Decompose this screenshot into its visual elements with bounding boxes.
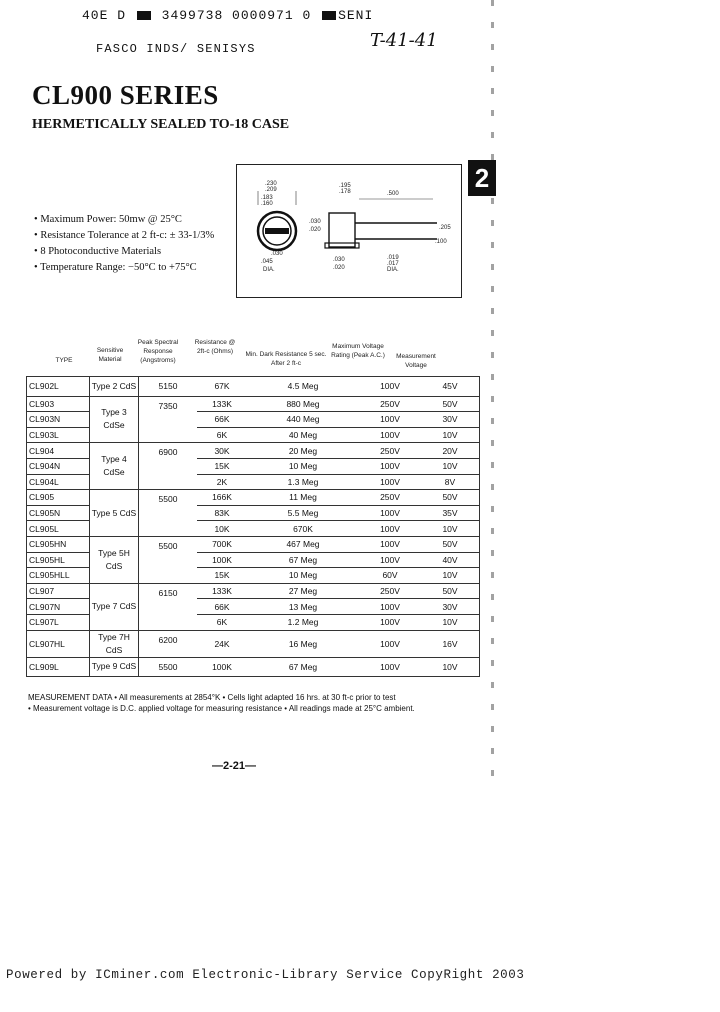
cell-rs: 6K	[197, 427, 247, 443]
measurement-notes	[28, 692, 415, 714]
cell-rs: 166K	[197, 490, 247, 506]
dim-d2: .178	[339, 189, 351, 195]
cell-md: 467 Meg	[247, 536, 359, 552]
cell-mvv: 50V	[421, 490, 480, 506]
cell-mv: 250V	[359, 443, 421, 459]
cell-md: 880 Meg	[247, 396, 359, 412]
cell-mv: 100V	[359, 377, 421, 397]
cell-mvv: 45V	[421, 377, 480, 397]
col-head-measv: Measurement Voltage	[396, 353, 436, 369]
dim-f: .100	[435, 239, 447, 245]
cell-rs: 30K	[197, 443, 247, 459]
cell-mvv: 30V	[421, 599, 480, 615]
cell-mvv: 16V	[421, 630, 480, 657]
cell-mvv: 10V	[421, 521, 480, 537]
cell-ty: CL903L	[27, 427, 90, 443]
footer-credit: Powered by ICminer.com Electronic-Library Service CopyRight 2003	[6, 968, 525, 982]
dim-b1: .183	[261, 195, 273, 201]
dim-g3: DIA.	[387, 267, 399, 273]
cell-rs: 10K	[197, 521, 247, 537]
table-row	[27, 443, 480, 459]
cell-mvv: 10V	[421, 614, 480, 630]
cell-mvv: 10V	[421, 458, 480, 474]
cell-md: 10 Meg	[247, 458, 359, 474]
cell-pk: 6900	[139, 443, 198, 490]
cell-md: 67 Meg	[247, 552, 359, 568]
cell-rs: 66K	[197, 599, 247, 615]
cell-ty: CL905HLL	[27, 568, 90, 584]
cell-ty: CL904L	[27, 474, 90, 490]
cell-mvv: 50V	[421, 536, 480, 552]
cell-ty: CL907HL	[27, 630, 90, 657]
section-tab: 2	[468, 160, 496, 196]
cell-mv: 100V	[359, 521, 421, 537]
cell-rs: 83K	[197, 505, 247, 521]
cell-ty: CL904	[27, 443, 90, 459]
col-head-peak: Peak Spectral Response (Angstroms)	[137, 339, 179, 364]
header-block-mark-2	[322, 11, 336, 20]
specs-table	[26, 376, 480, 677]
cell-mvv: 30V	[421, 412, 480, 428]
cell-mvv: 20V	[421, 443, 480, 459]
dim-e: .205	[439, 225, 451, 231]
cell-ty: CL907L	[27, 614, 90, 630]
table-row	[27, 490, 480, 506]
cell-rs: 133K	[197, 583, 247, 599]
cell-md: 4.5 Meg	[247, 377, 359, 397]
cell-ty: CL905HL	[27, 552, 90, 568]
dim-i1: .030	[271, 251, 283, 257]
table-row	[27, 377, 480, 397]
cell-mv: 250V	[359, 583, 421, 599]
cell-rs: 2K	[197, 474, 247, 490]
cell-ty: CL907N	[27, 599, 90, 615]
cell-mv: 100V	[359, 614, 421, 630]
cell-mv: 100V	[359, 552, 421, 568]
dim-b2: .160	[261, 201, 273, 207]
dim-i2: .045	[261, 259, 273, 265]
dim-a2: .209	[265, 187, 277, 193]
header-code-a: 40E D	[82, 8, 127, 23]
col-head-dark: Min. Dark Resistance 5 sec. After 2 ft-c	[245, 351, 327, 367]
header-code-b: 3499738 0000971 0	[161, 8, 312, 23]
table-row	[27, 396, 480, 412]
cell-ty: CL907	[27, 583, 90, 599]
cell-mv: 100V	[359, 599, 421, 615]
cell-mvv: 50V	[421, 583, 480, 599]
cell-ty: CL903	[27, 396, 90, 412]
cell-mv: 100V	[359, 505, 421, 521]
header-company: FASCO INDS/ SENISYS	[96, 42, 256, 56]
diagram-svg	[237, 165, 461, 297]
cell-pk: 7350	[139, 396, 198, 443]
cell-pk: 5500	[139, 536, 198, 583]
table-row	[27, 657, 480, 677]
scan-edge-marks	[491, 0, 494, 780]
cell-ty: CL904N	[27, 458, 90, 474]
spec-list	[34, 212, 214, 276]
spec-item: • 8 Photoconductive Materials	[34, 244, 214, 260]
cell-pk: 5500	[139, 490, 198, 537]
cell-pk: 5500	[139, 657, 198, 677]
case-side-body	[329, 213, 355, 247]
table-row	[27, 583, 480, 599]
header-code-line	[82, 8, 373, 23]
note-line: • Measurement voltage is D.C. applied voltage for measuring resistance • All readings made at 25°C ambient.	[28, 704, 415, 713]
cell-md: 1.3 Meg	[247, 474, 359, 490]
dim-g1: .019	[387, 255, 399, 261]
cell-rs: 133K	[197, 396, 247, 412]
cell-rs: 100K	[197, 552, 247, 568]
cell-rs: 6K	[197, 614, 247, 630]
cell-md: 27 Meg	[247, 583, 359, 599]
cell-md: 1.2 Meg	[247, 614, 359, 630]
cell-mat: Type 5H CdS	[90, 536, 139, 583]
cell-rs: 67K	[197, 377, 247, 397]
cell-md: 10 Meg	[247, 568, 359, 584]
cell-md: 670K	[247, 521, 359, 537]
cell-mv: 100V	[359, 536, 421, 552]
cell-mvv: 10V	[421, 427, 480, 443]
cell-md: 40 Meg	[247, 427, 359, 443]
page-title: CL900 SERIES	[32, 80, 219, 110]
cell-md: 13 Meg	[247, 599, 359, 615]
cell-md: 11 Meg	[247, 490, 359, 506]
cell-ty: CL909L	[27, 657, 90, 677]
cell-mv: 100V	[359, 474, 421, 490]
header-code-c: SENI	[338, 8, 374, 23]
col-head-type: TYPE	[55, 357, 73, 364]
cell-md: 5.5 Meg	[247, 505, 359, 521]
cell-ty: CL903N	[27, 412, 90, 428]
spec-item: • Temperature Range: −50°C to +75°C	[34, 260, 214, 276]
cell-element	[265, 228, 289, 234]
header-block-mark	[137, 11, 151, 20]
cell-pk: 5150	[139, 377, 198, 397]
cell-mat: Type 2 CdS	[90, 377, 139, 397]
cell-mv: 60V	[359, 568, 421, 584]
note-line: MEASUREMENT DATA • All measurements at 2854°K • Cells light adapted 16 hrs. at 30 ft-c prior to test	[28, 693, 396, 702]
col-head-resistance: Resistance @ 2ft-c (Ohms)	[194, 339, 236, 355]
cell-ty: CL902L	[27, 377, 90, 397]
dim-i3: DIA.	[263, 267, 275, 273]
cell-rs: 700K	[197, 536, 247, 552]
col-head-maxv: Maximum Voltage Rating (Peak A.C.)	[331, 343, 385, 359]
cell-rs: 15K	[197, 568, 247, 584]
cell-pk: 6200	[139, 630, 198, 657]
cell-mat: Type 7 CdS	[90, 583, 139, 630]
cell-ty: CL905L	[27, 521, 90, 537]
dim-h2: .020	[309, 227, 321, 233]
cell-mv: 100V	[359, 657, 421, 677]
cell-md: 20 Meg	[247, 443, 359, 459]
dim-a1: .230	[265, 181, 277, 187]
spec-item: • Maximum Power: 50mw @ 25°C	[34, 212, 214, 228]
dim-d1: .195	[339, 183, 351, 189]
cell-mvv: 40V	[421, 552, 480, 568]
cell-md: 440 Meg	[247, 412, 359, 428]
cell-md: 16 Meg	[247, 630, 359, 657]
cell-mvv: 10V	[421, 657, 480, 677]
cell-mat: Type 3 CdSe	[90, 396, 139, 443]
col-head-material: Sensitive Material	[96, 347, 124, 363]
cell-mvv: 50V	[421, 396, 480, 412]
page-number: —2-21—	[212, 760, 257, 772]
cell-pk: 6150	[139, 583, 198, 630]
cell-mv: 100V	[359, 412, 421, 428]
table-row	[27, 536, 480, 552]
cell-rs: 24K	[197, 630, 247, 657]
cell-ty: CL905	[27, 490, 90, 506]
cell-mv: 250V	[359, 396, 421, 412]
cell-mat: Type 9 CdS	[90, 657, 139, 677]
dim-h1-lower: .030	[333, 257, 345, 263]
cell-mat: Type 5 CdS	[90, 490, 139, 537]
cell-mvv: 35V	[421, 505, 480, 521]
cell-mv: 250V	[359, 490, 421, 506]
cell-mv: 100V	[359, 630, 421, 657]
cell-mvv: 10V	[421, 568, 480, 584]
cell-mat: Type 4 CdSe	[90, 443, 139, 490]
cell-md: 67 Meg	[247, 657, 359, 677]
cell-mat: Type 7H CdS	[90, 630, 139, 657]
dim-h1: .030	[309, 219, 321, 225]
cell-rs: 15K	[197, 458, 247, 474]
cell-mvv: 8V	[421, 474, 480, 490]
spec-item: • Resistance Tolerance at 2 ft-c: ± 33-1/3%	[34, 228, 214, 244]
cell-ty: CL905HN	[27, 536, 90, 552]
page-subtitle: HERMETICALLY SEALED TO-18 CASE	[32, 117, 290, 132]
package-outline-diagram	[236, 164, 462, 298]
handwritten-note: T-41-41	[370, 30, 438, 51]
table-row	[27, 630, 480, 657]
cell-rs: 66K	[197, 412, 247, 428]
dim-h2-lower: .020	[333, 265, 345, 271]
cell-mv: 100V	[359, 458, 421, 474]
dim-g2: .017	[387, 261, 399, 267]
cell-rs: 100K	[197, 657, 247, 677]
cell-ty: CL905N	[27, 505, 90, 521]
cell-mv: 100V	[359, 427, 421, 443]
dim-c: .500	[387, 191, 399, 197]
